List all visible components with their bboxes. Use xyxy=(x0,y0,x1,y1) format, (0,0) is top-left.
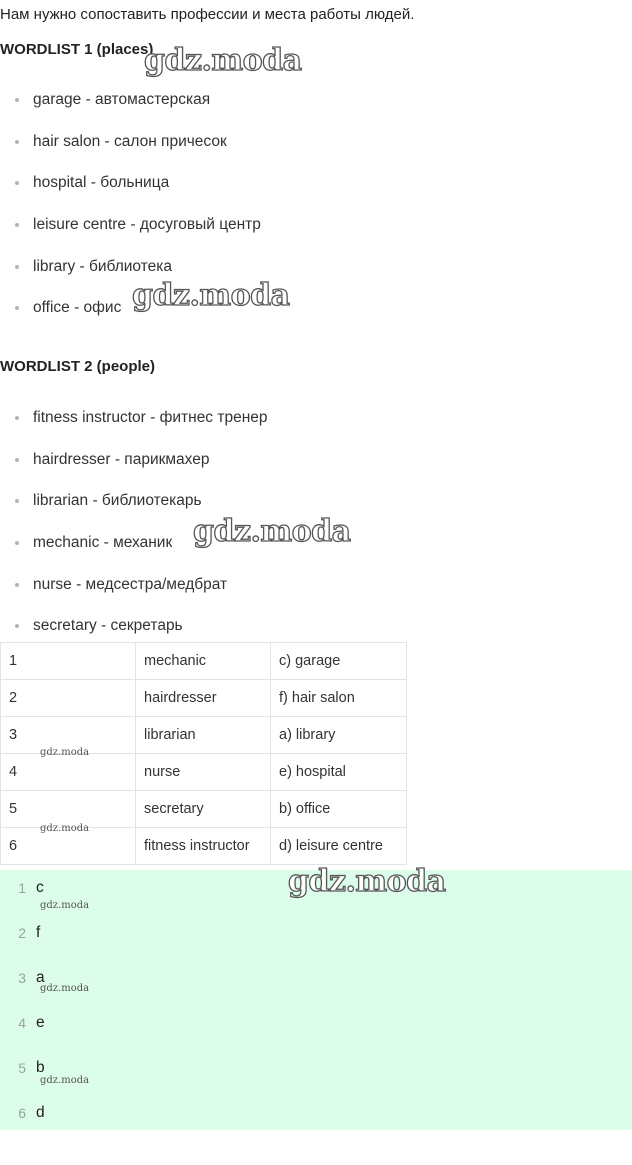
watermark-small: gdz.moda xyxy=(40,747,90,758)
table-cell-person: secretary xyxy=(136,791,271,828)
watermark-small: gdz.moda xyxy=(40,900,90,911)
answer-line-number: 3 xyxy=(18,970,26,986)
table-row xyxy=(1,791,407,828)
answer-value: c xyxy=(36,879,44,896)
watermark-small: gdz.moda xyxy=(40,1075,90,1086)
table-cell-place: f) hair salon xyxy=(271,680,407,717)
answer-line-number: 4 xyxy=(18,1015,26,1031)
answer-line-number: 6 xyxy=(18,1105,26,1121)
watermark-logo: gdz.moda xyxy=(193,514,351,549)
list-item: library - библиотека xyxy=(0,257,632,299)
list-item: fitness instructor - фитнес тренер xyxy=(0,408,632,450)
answer-value: a xyxy=(36,969,45,986)
list-item: nurse - медсестра/медбрат xyxy=(0,575,632,617)
table-row xyxy=(1,643,407,680)
table-cell-place: a) library xyxy=(271,717,407,754)
list-item: hospital - больница xyxy=(0,173,632,215)
watermark-logo: gdz.moda xyxy=(132,278,290,313)
table-cell-person: nurse xyxy=(136,754,271,791)
table-cell-place: d) leisure centre xyxy=(271,828,407,865)
table-row xyxy=(1,754,407,791)
table-cell-number: 2 xyxy=(1,680,136,717)
answer-value: b xyxy=(36,1059,45,1076)
answer-value: e xyxy=(36,1014,45,1031)
table-cell-number: 4 xyxy=(1,754,136,791)
table-cell-number: 5 xyxy=(1,791,136,828)
list-item: hairdresser - парикмахер xyxy=(0,450,632,492)
list-item: mechanic - механик xyxy=(0,533,632,575)
list-item: garage - автомастерская xyxy=(0,90,632,132)
list-item: hair salon - салон причесок xyxy=(0,132,632,174)
watermark-small: gdz.moda xyxy=(40,983,90,994)
table-cell-person: mechanic xyxy=(136,643,271,680)
table-cell-place: e) hospital xyxy=(271,754,407,791)
list-item: office - офис xyxy=(0,298,632,340)
list-item: leisure centre - досуговый центр xyxy=(0,215,632,257)
wordlist2-heading: WORDLIST 2 (people) xyxy=(0,358,155,375)
list-item: librarian - библиотекарь xyxy=(0,491,632,533)
answer-value: d xyxy=(36,1104,45,1121)
table-row xyxy=(1,680,407,717)
wordlist1-list xyxy=(0,90,632,340)
table-cell-place: b) office xyxy=(271,791,407,828)
table-cell-person: fitness instructor xyxy=(136,828,271,865)
table-cell-person: librarian xyxy=(136,717,271,754)
watermark-small: gdz.moda xyxy=(40,823,90,834)
answer-line-number: 2 xyxy=(18,925,26,941)
table-cell-number: 3 xyxy=(1,717,136,754)
table-cell-person: hairdresser xyxy=(136,680,271,717)
answer-line-number: 1 xyxy=(18,880,26,896)
intro-text: Нам нужно сопоставить профессии и места работы людей. xyxy=(0,6,415,23)
wordlist1-heading: WORDLIST 1 (places) xyxy=(0,41,154,58)
answer-value: f xyxy=(36,924,41,941)
list-item: secretary - секретарь xyxy=(0,616,632,658)
table-cell-number: 6 xyxy=(1,828,136,865)
watermark-logo: gdz.moda xyxy=(288,864,446,899)
answers-block xyxy=(0,870,632,1130)
table-cell-number: 1 xyxy=(1,643,136,680)
table-cell-place: c) garage xyxy=(271,643,407,680)
watermark-logo: gdz.moda xyxy=(144,43,302,78)
answer-line-number: 5 xyxy=(18,1060,26,1076)
